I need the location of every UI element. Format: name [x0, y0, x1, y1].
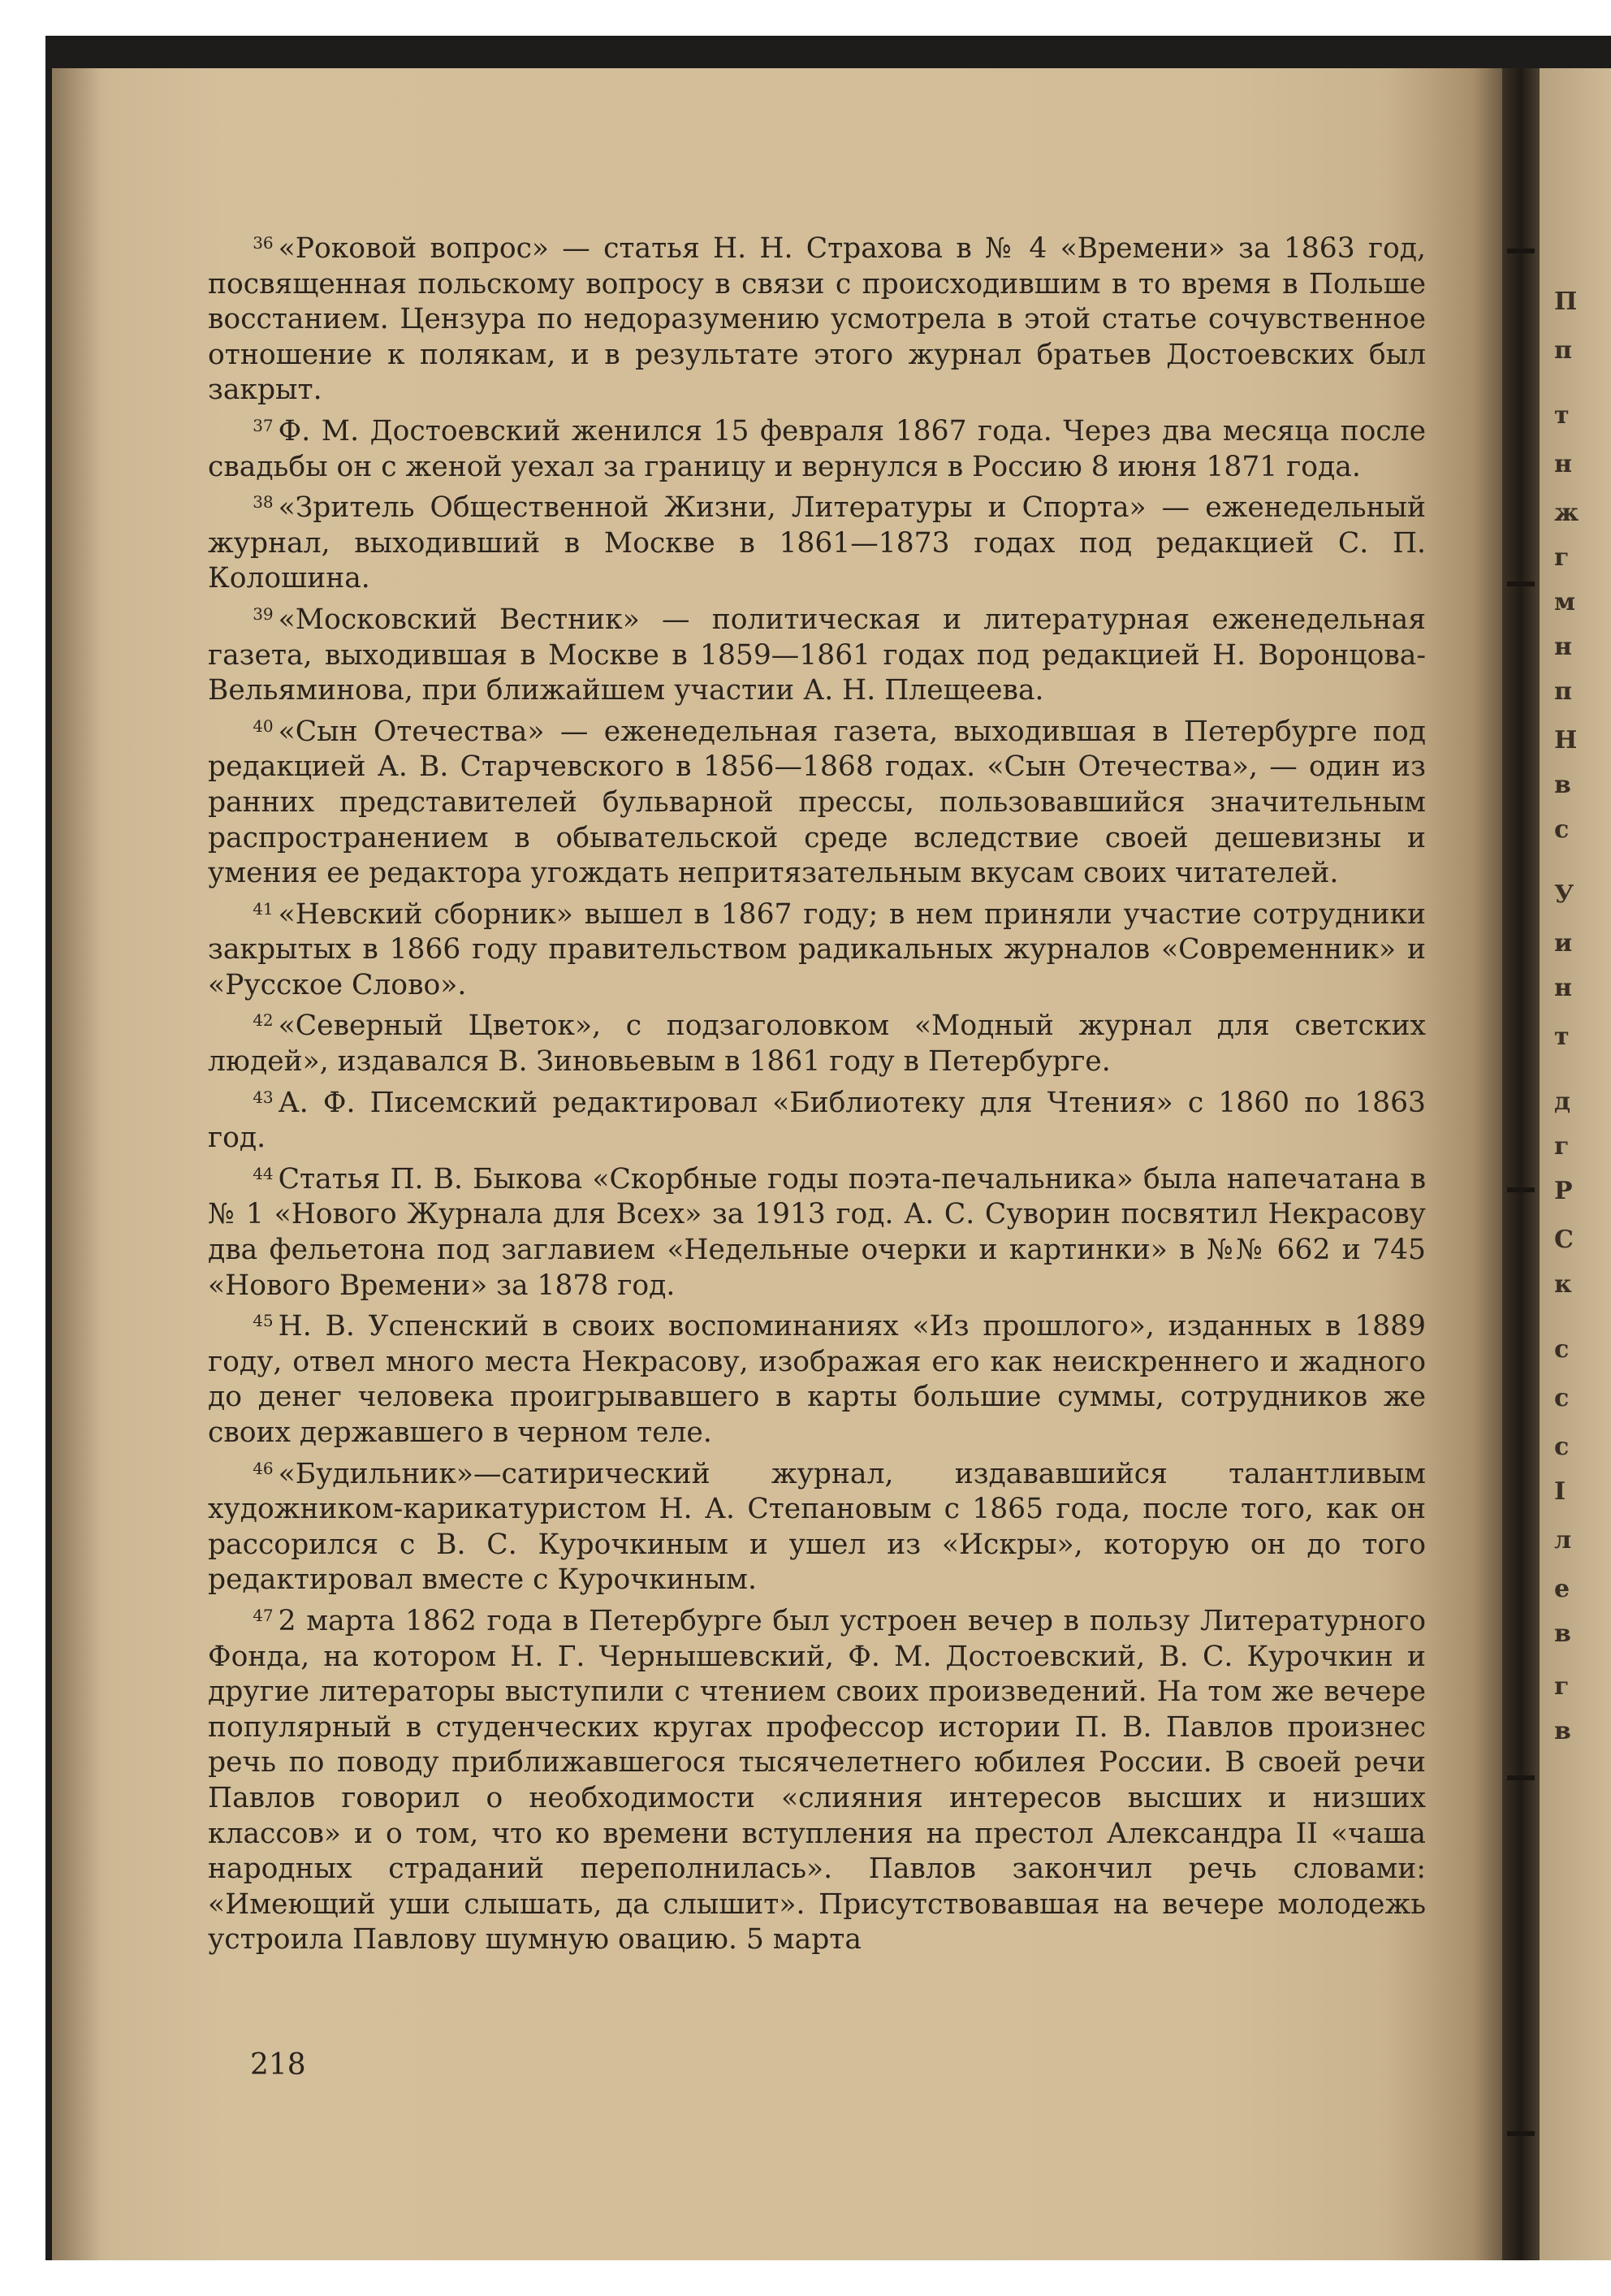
next-page-fragment: с [1554, 1384, 1570, 1412]
next-page-fragment: п [1554, 336, 1572, 365]
next-page-fragment: л [1554, 1526, 1572, 1554]
footnote: $^{36}$ «Роковой вопрос» — статья Н. Н. Страхова в № 4 «Времени» за 1863 год, посвященная польскому вопросу в связи с происходившим в то время в Польше восстанием. Цензура по недоразумению усмотрела в этой статье сочувственное отношение к полякам, и в результате этого журнал братьев Достоевских был закрыт. [208, 232, 1426, 407]
gutter-mark [1507, 2131, 1535, 2136]
footnote: $^{44}$ Статья П. В. Быкова «Скорбные годы поэта-печальника» была напечатана в № 1 «Нового Журнала для Всех» за 1913 год. А. С. Суворин посвятил Некрасову два фельетона под заглавием «Недельные очерки и картинки» в №№ 662 и 745 «Нового Времени» за 1878 год. [208, 1162, 1426, 1302]
next-page-fragment: д [1554, 1087, 1570, 1116]
next-page-fragment: в [1554, 1717, 1571, 1745]
page-edge-shadow [52, 68, 101, 2260]
footnote: $^{37}$ Ф. М. Достоевский женился 15 февраля 1867 года. Через два месяца после свадьбы он с женой уехал за границу и вернулся в Россию 8 июня 1871 года. [208, 414, 1426, 483]
footnote: $^{38}$ «Зритель Общественной Жизни, Литературы и Спорта» — еженедельный журнал, выходивший в Москве в 1861—1873 годах под редакцией С. П. Колошина. [208, 491, 1426, 595]
footnote: $^{40}$ «Сын Отечества» — еженедельная газета, выходившая в Петербурге под редакцией А. В. Старчевского в 1856—1868 годах. «Сын Отечества», — один из ранних представителей бульварной прессы, пользовавшийся значительным распространением в обывательской среде вследствие своей дешевизны и умения ее редактора угождать непритязательным вкусам своих читателей. [208, 715, 1426, 890]
next-page-fragment: и [1554, 929, 1573, 958]
footnote: $^{46}$ «Будильник»—сатирический журнал, издававшийся талантливым художником-карикатуристом Н. А. Степановым с 1865 года, после того, как он рассорился с В. С. Курочкиным и ушел из «Искры», которую он до того редактировал вместе с Курочкиным. [208, 1457, 1426, 1597]
next-page-fragment: в [1554, 1619, 1571, 1648]
footnote: $^{43}$ А. Ф. Писемский редактировал «Библиотеку для Чтения» с 1860 по 1863 год. [208, 1086, 1426, 1155]
next-page-fragment: т [1554, 401, 1570, 430]
next-page-fragment: г [1554, 1672, 1570, 1701]
footnote: $^{41}$ «Невский сборник» вышел в 1867 году; в нем приняли участие сотрудники закрытых в 1866 году правительством радикальных журналов «Современник» и «Русское Слово». [208, 897, 1426, 1001]
next-page-fragment: Н [1554, 726, 1578, 755]
next-page-fragment: г [1554, 543, 1570, 572]
gutter-mark [1507, 1775, 1535, 1780]
footnote: $^{47}$ 2 марта 1862 года в Петербурге был устроен вечер в пользу Литературного Фонда, на котором Н. Г. Чернышевский, Ф. М. Достоевский, В. С. Курочкин и другие литераторы выступили с чтением своих произведений. На том же вечере популярный в студенческих кругах профессор истории П. В. Павлов произнес речь по поводу приближавшегося тысячелетнего юбилея России. В своей речи Павлов говорил о необходимости «слияния интересов высших и низших классов» и о том, что ко времени вступления на престол Александра II «чаша народных страданий переполнилась». Павлов закончил речь словами: «Имеющий уши слышать, да слышит». Присутствовавшая на вечере молодежь устроила Павлову шумную овацию. 5 марта [208, 1604, 1426, 1957]
page-number: 218 [250, 2048, 306, 2082]
next-page-fragment: г [1554, 1132, 1570, 1161]
next-page-fragment: н [1554, 633, 1572, 661]
footnotes-block [208, 226, 1426, 1958]
next-page-fragment: I [1554, 1477, 1566, 1506]
next-page-fragment: в [1554, 771, 1571, 799]
gutter-mark [1507, 249, 1535, 253]
next-page-fragment: т [1554, 1023, 1570, 1051]
next-page-fragment: У [1554, 880, 1574, 909]
next-page-fragment: н [1554, 450, 1572, 478]
next-page-fragment: П [1554, 288, 1578, 316]
next-page-fragment: Р [1554, 1177, 1573, 1205]
next-page-fragment: е [1554, 1575, 1570, 1603]
next-page-fragment: м [1554, 588, 1576, 616]
footnote: $^{42}$ «Северный Цветок», с подзаголовком «Модный журнал для светских людей», издавался В. Зиновьевым в 1861 году в Петербурге. [208, 1010, 1426, 1079]
next-page-fragment: к [1554, 1270, 1572, 1299]
footnote: $^{45}$ Н. В. Успенский в своих воспоминаниях «Из прошлого», изданных в 1889 году, отвел много места Некрасову, изображая его как неискреннего и жадного до денег человека проигрывавшего в карты большие суммы, сотрудников же своих державшего в черном теле. [208, 1310, 1426, 1449]
next-page-fragment: с [1554, 815, 1570, 844]
next-page-edge [1540, 68, 1611, 2260]
book-gutter [1502, 68, 1540, 2260]
next-page-fragment: п [1554, 677, 1572, 706]
gutter-mark [1507, 582, 1535, 586]
next-page-fragment: С [1554, 1226, 1574, 1254]
next-page-fragment: н [1554, 974, 1572, 1002]
next-page-fragment: с [1554, 1433, 1570, 1461]
scan-frame [45, 36, 1611, 2260]
next-page-fragment: с [1554, 1335, 1570, 1364]
next-page-fragment: ж [1554, 499, 1579, 527]
gutter-mark [1507, 1187, 1535, 1192]
footnote: $^{39}$ «Московский Вестник» — политическая и литературная еженедельная газета, выходившая в Москве в 1859—1861 годах под редакцией Н. Воронцова-Вельяминова, при ближайшем участии А. Н. Плещеева. [208, 603, 1426, 707]
